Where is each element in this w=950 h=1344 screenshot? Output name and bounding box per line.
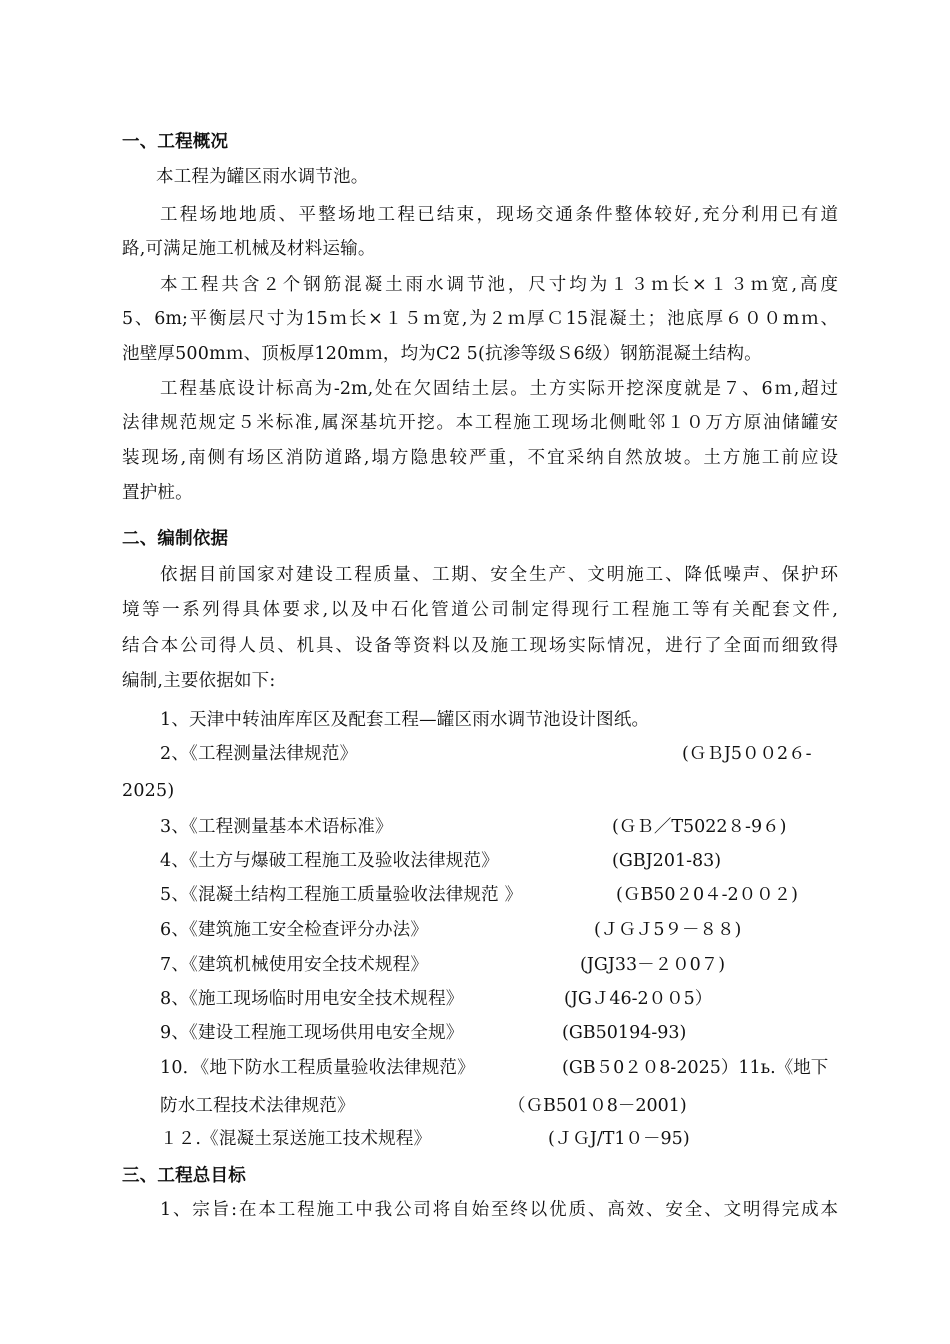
reference-item: 3、《工程测量基本术语标准》: [160, 817, 393, 837]
section-2-heading: 二、编制依据: [122, 529, 229, 549]
reference-code: (ＧＢJ5００2６-: [682, 744, 812, 764]
reference-code: (JGJ33－２０0７): [580, 955, 726, 975]
reference-code: (GB50194-93): [562, 1023, 687, 1043]
s1-paragraph-3-line-2: 5、6m;平衡层尺寸为15ｍ长×１５ｍ宽,为２ｍ厚Ｃ15混凝土；池底厚６００mｍ、: [122, 309, 838, 329]
reference-item: 9、《建设工程施工现场供用电安全规》: [160, 1023, 464, 1043]
reference-code: （ＧB501０8－2001): [508, 1096, 687, 1116]
reference-item-continuation: 2025): [122, 781, 175, 801]
s1-paragraph-1: 本工程为罐区雨水调节池。: [156, 167, 369, 187]
reference-item-continuation: 防水工程技术法律规范》: [160, 1096, 355, 1116]
s1-paragraph-4-line-2: 法律规范规定５米标准,属深基坑开挖。本工程施工现场北侧毗邻１０万方原油储罐安: [122, 413, 838, 433]
s2-paragraph-1-line-4: 编制,主要依据如下:: [122, 671, 276, 691]
s2-paragraph-1-line-3: 结合本公司得人员、机具、设备等资料以及施工现场实际情况，进行了全面而细致得: [122, 636, 838, 656]
section-1-heading: 一、工程概况: [122, 132, 229, 152]
reference-code: (GBJ201-83): [612, 851, 722, 871]
reference-item: 2、《工程测量法律规范》: [160, 744, 358, 764]
reference-code: (JGＪ46-2００5）: [564, 989, 713, 1009]
s1-paragraph-3-line-3: 池壁厚500mｍ、顶板厚120mｍ，均为C2 5(抗渗等级Ｓ6级）钢筋混凝土结构。: [122, 344, 762, 364]
s3-paragraph-1-line-1: 1、宗旨:在本工程施工中我公司将自始至终以优质、高效、安全、文明得完成本: [160, 1200, 838, 1220]
reference-item: 8、《施工现场临时用电安全技术规程》: [160, 989, 464, 1009]
reference-code: (ＪＧＪ5９－８８): [594, 920, 742, 940]
reference-code: (ＧB50２0４-2００２): [616, 885, 798, 905]
reference-item: 5、《混凝土结构工程施工质量验收法律规范 》: [160, 885, 523, 905]
reference-code: (ＧＢ／T5022８-9６): [612, 817, 787, 837]
s2-paragraph-1-line-2: 境等一系列得具体要求,以及中石化管道公司制定得现行工程施工等有关配套文件,: [122, 600, 838, 620]
reference-item: 1、天津中转油库库区及配套工程—罐区雨水调节池设计图纸。: [160, 710, 650, 730]
section-3-heading: 三、工程总目标: [122, 1166, 246, 1186]
s1-paragraph-4-line-1: 工程基底设计标高为-2m,处在欠固结土层。土方实际开挖深度就是７、6ｍ,超过: [160, 379, 838, 399]
s1-paragraph-4-line-3: 装现场,南侧有场区消防道路,塌方隐患较严重，不宜采纳自然放坡。土方施工前应设: [122, 448, 838, 468]
reference-item: 4、《土方与爆破工程施工及验收法律规范》: [160, 851, 499, 871]
s1-paragraph-3-line-1: 本工程共含２个钢筋混凝土雨水调节池，尺寸均为１３ｍ长×１３ｍ宽,高度: [160, 275, 838, 295]
reference-item: 10．《地下防水工程质量验收法律规范》: [160, 1058, 475, 1078]
reference-code: (GB５0２０8-2025）11ь.《地下: [562, 1058, 829, 1078]
reference-item: 6、《建筑施工安全检查评分办法》: [160, 920, 429, 940]
s1-paragraph-4-line-4: 置护桩。: [122, 483, 193, 503]
reference-item: １２.《混凝土泵送施工技术规程》: [160, 1129, 432, 1149]
s1-paragraph-2-line-2: 路,可满足施工机械及材料运输。: [122, 239, 376, 259]
s1-paragraph-2-line-1: 工程场地地质、平整场地工程已结束，现场交通条件整体较好,充分利用已有道: [160, 205, 838, 225]
s2-paragraph-1-line-1: 依据目前国家对建设工程质量、工期、安全生产、文明施工、降低噪声、保护环: [160, 565, 838, 585]
reference-item: 7、《建筑机械使用安全技术规程》: [160, 955, 429, 975]
reference-code: (ＪＧJ/T1０－95): [548, 1129, 690, 1149]
